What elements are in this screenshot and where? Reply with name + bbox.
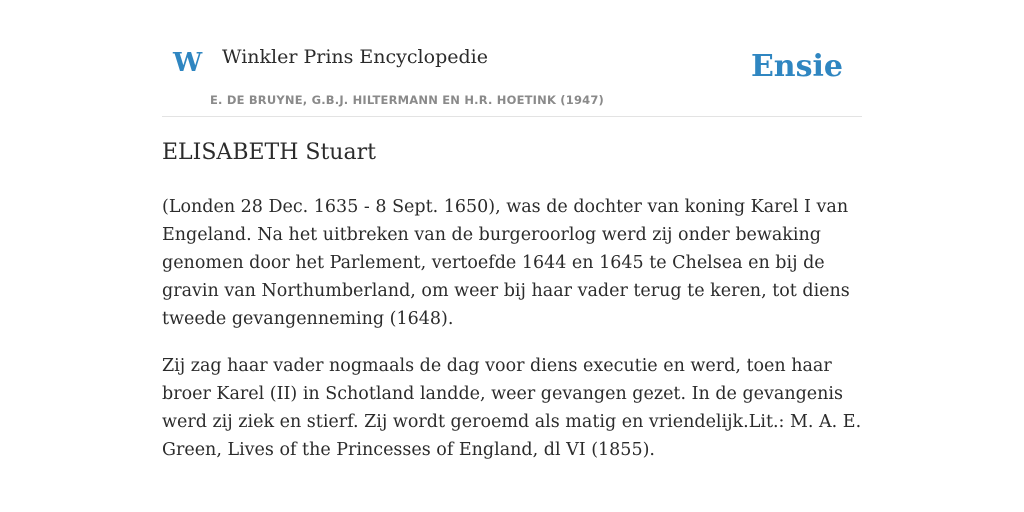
page	[162, 0, 862, 460]
article-body	[162, 193, 862, 483]
encyclopedia-logo[interactable]: W	[173, 48, 203, 78]
header	[162, 0, 862, 117]
encyclopedia-title-link[interactable]: Winkler Prins Encyclopedie	[222, 46, 488, 68]
ensie-logo[interactable]: Ensie	[750, 49, 843, 84]
article-paragraph: Zij zag haar vader nogmaals de dag voor diens executie en werd, toen haar broer Karel (II) in Schotland landde, weer gevangen gezet. In de gevangenis werd zij ziek en stierf. Zij wordt geroemd als matig en vriendelijk.Lit.: M. A. E. Green, Lives of the Princesses of England, dl VI (1855).	[162, 356, 862, 460]
encyclopedia-authors: E. DE BRUYNE, G.B.J. HILTERMANN EN H.R. HOETINK (1947)	[210, 93, 605, 107]
article-title: ELISABETH Stuart	[162, 140, 376, 165]
article-paragraph: (Londen 28 Dec. 1635 - 8 Sept. 1650), was de dochter van koning Karel I van Engeland. Na het uitbreken van de burgeroorlog werd zij onder bewaking genomen door het Parlement, vertoefde 1644 en 1645 te Chelsea en bij de gravin van Northumberland, om weer bij haar vader terug te keren, tot diens tweede gevangenneming (1648).	[162, 197, 850, 329]
